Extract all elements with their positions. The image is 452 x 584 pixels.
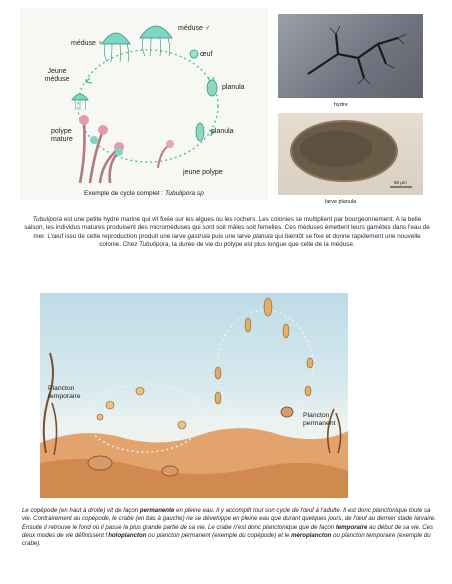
para2-text: Le copépode (en haut à droite) vit de façon — [22, 507, 140, 514]
label-planula-1: planula — [222, 84, 245, 91]
para1-text: est une petite hydre marine qui vit fixée sur les algues ou les rochers. Les colonies se multiplient par bourgeonnement. A la belle saison, les individus matures produisent des microméduses qui sont soit mâles soit femelles. Ces méduses émettent leurs gamètes dans l'eau de mer. L'œuf issu de cette reproduction produit une larve — [24, 216, 430, 240]
para1-text: qui bientôt se fixe et donne rapidement une nouvelle colonie. Chez — [99, 232, 421, 249]
cycle-figure — [20, 8, 268, 200]
label-meduse-male: méduse ♂ — [178, 25, 211, 32]
planula-drawing — [207, 80, 217, 96]
label-planula-2: planula — [211, 128, 234, 135]
para2-term: temporaire — [335, 523, 368, 531]
label-meduse-female: méduse ♀ — [71, 40, 104, 47]
larve-photo — [278, 113, 423, 195]
para2-term: méroplancton — [291, 531, 332, 539]
oeuf-drawing — [190, 50, 198, 58]
crab-larva-drawings — [97, 387, 186, 429]
cycle-caption — [84, 190, 204, 198]
temporaire-loop — [87, 384, 203, 452]
para1-term: Tubulipora — [139, 241, 169, 249]
scale-bar-label: 50 µm — [394, 180, 407, 185]
larve-label: larve planula — [325, 199, 357, 205]
para2-term: permanente — [139, 507, 175, 514]
copepod-drawings — [215, 298, 313, 404]
tubulipora-paragraph — [22, 216, 432, 250]
label-plancton-permanent: Plancton permanent — [303, 412, 336, 427]
permanent-loop — [217, 310, 313, 426]
cycle-caption-species: Tubulipora sp — [164, 190, 204, 197]
para1-term: gastrula — [187, 232, 210, 240]
meduse-female-drawing — [102, 33, 130, 62]
jeune-meduse-drawing — [72, 94, 88, 110]
label-polype-mature: polype mature — [51, 128, 73, 143]
para1-text: , la durée de vie du polype est plus longue que celle de la méduse. — [168, 241, 355, 249]
seaweed — [44, 353, 53, 453]
para2-text: ou plancton temporaire (exemple du crabe). — [22, 531, 431, 548]
para1-term: Tubulipora — [32, 216, 63, 223]
hydre-image — [278, 14, 423, 98]
plankton-paragraph — [22, 507, 436, 548]
para2-text: en pleine eau. Il y accomplit tout son cycle de l'œuf à l'adulte. Il est donc planctonique toute sa vie. Contrairement au copépode, le crabe (en bas à gauche) ne se développe en pleine eau que durant quelques jours, de l'œuf au dernier stade larvaire. Ensuite il retrouve le fond où il passe la plus grande partie de sa vie. Le crabe n'est donc planctonique que de façon — [22, 507, 436, 531]
para1-term: planula — [252, 232, 273, 240]
planula-drawing — [196, 123, 204, 141]
hydre-photo — [278, 14, 423, 98]
jeune-polype-drawing — [158, 140, 174, 168]
para2-term: holoplancton — [108, 531, 147, 539]
polype-mature-drawing — [79, 115, 124, 183]
label-jeune-meduse: Jeune méduse — [44, 68, 70, 83]
para2-text: ou plancton permanent (exemple du copépode) et le — [146, 531, 292, 539]
hydre-label: hydre — [334, 102, 348, 108]
cycle-illustration — [20, 8, 268, 200]
cycle-arrow — [86, 78, 92, 83]
cycle-caption-prefix: Exemple de cycle complet : — [84, 190, 165, 197]
label-plancton-temporaire: Plancton temporaire — [48, 385, 81, 400]
para2-text: au début de sa vie. Ces deux modes de vie définissent l' — [22, 523, 434, 539]
para1-text: puis une larve — [209, 232, 253, 240]
label-oeuf: œuf — [200, 51, 213, 58]
label-jeune-polype: jeune polype — [183, 169, 223, 176]
